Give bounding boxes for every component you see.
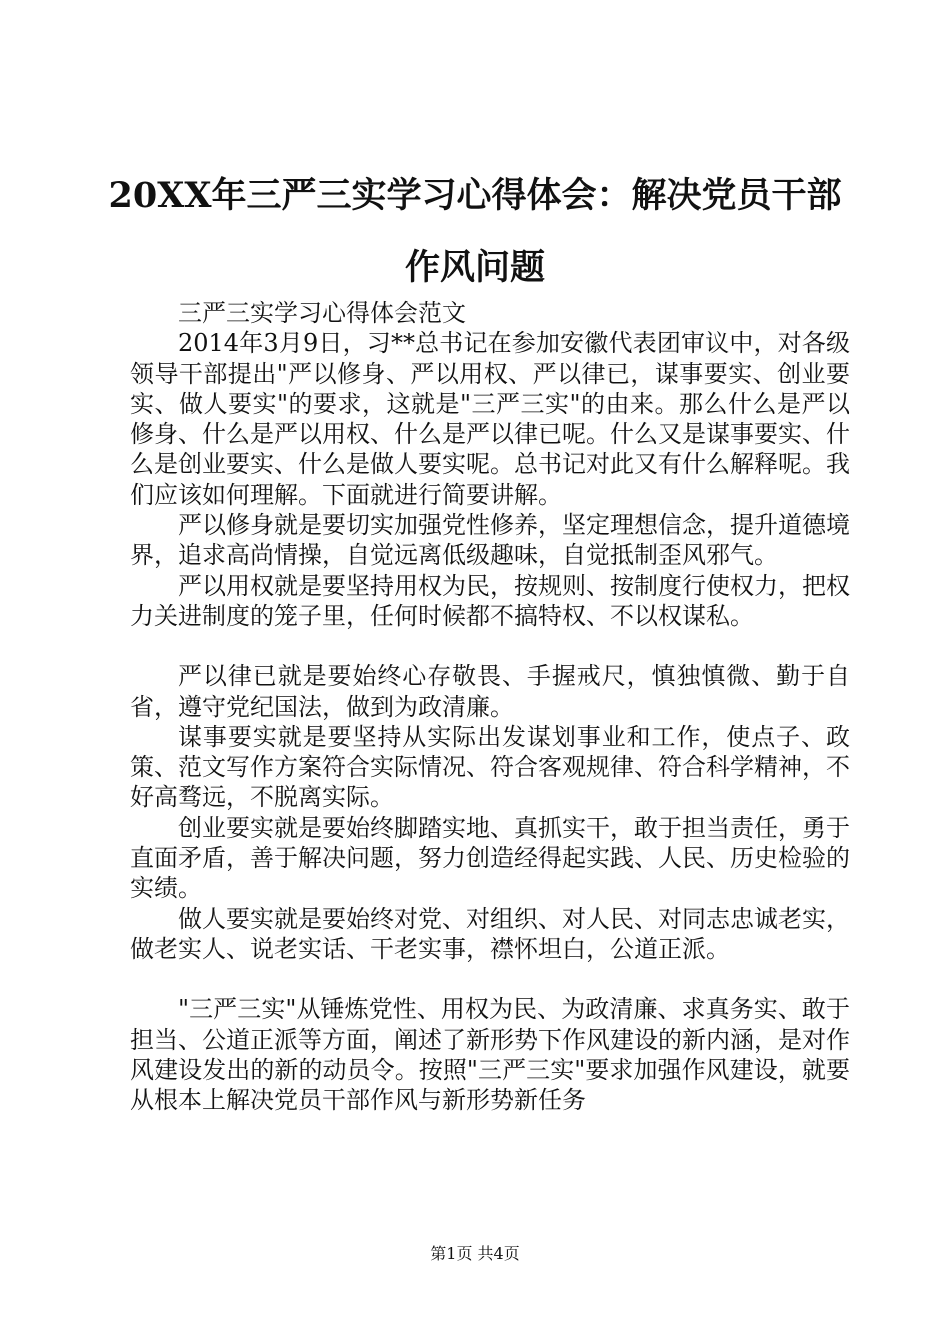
- paragraph-xiushen: 严以修身就是要切实加强党性修养，坚定理想信念，提升道德境界，追求高尚情操，自觉远离低级趣味，自觉抵制歪风邪气。: [130, 511, 850, 570]
- paragraph-zuoren: 做人要实就是要始终对党、对组织、对人民、对同志忠诚老实，做老实人、说老实话、干老实事，襟怀坦白，公道正派。: [130, 904, 850, 963]
- document-body: [130, 298, 850, 1115]
- paragraph-summary: "三严三实"从锤炼党性、用权为民、为政清廉、求真务实、敢于担当、公道正派等方面，阐述了新形势下作风建设的新内涵，是对作风建设发出的新的动员令。按照"三严三实"要求加强作风建设，就要从根本上解决党员干部作风与新形势新任务: [130, 995, 850, 1115]
- paragraph-lvji: 严以律已就是要始终心存敬畏、手握戒尺，慎独慎微、勤于自省，遵守党纪国法，做到为政清廉。: [130, 662, 850, 721]
- page-indicator: 第1页 共4页: [430, 1244, 520, 1263]
- paragraph-moushi: 谋事要实就是要坚持从实际出发谋划事业和工作，使点子、政策、范文写作方案符合实际情况、符合客观规律、符合科学精神，不好高骛远，不脱离实际。: [130, 722, 850, 812]
- paragraph-intro: 2014年3月9日，习**总书记在参加安徽代表团审议中，对各级领导干部提出"严以修身、严以用权、严以律已，谋事要实、创业要实、做人要实"的要求，这就是"三严三实"的由来。那么什么是严以修身、什么是严以用权、什么是严以律已呢。什么又是谋事要实、什么是创业要实、什么是做人要实呢。总书记对此又有什么解释呢。我们应该如何理解。下面就进行简要讲解。: [130, 329, 850, 509]
- paragraph-subtitle: 三严三实学习心得体会范文: [178, 299, 466, 327]
- paragraph-yongquan: 严以用权就是要坚持用权为民，按规则、按制度行使权力，把权力关进制度的笼子里，任何时候都不搞特权、不以权谋私。: [130, 571, 850, 630]
- document-title: 20XX年三严三实学习心得体会：解决党员干部作风问题: [108, 175, 842, 288]
- paragraph-chuangye: 创业要实就是要始终脚踏实地、真抓实干，敢于担当责任，勇于直面矛盾，善于解决问题，努力创造经得起实践、人民、历史检验的实绩。: [130, 813, 850, 903]
